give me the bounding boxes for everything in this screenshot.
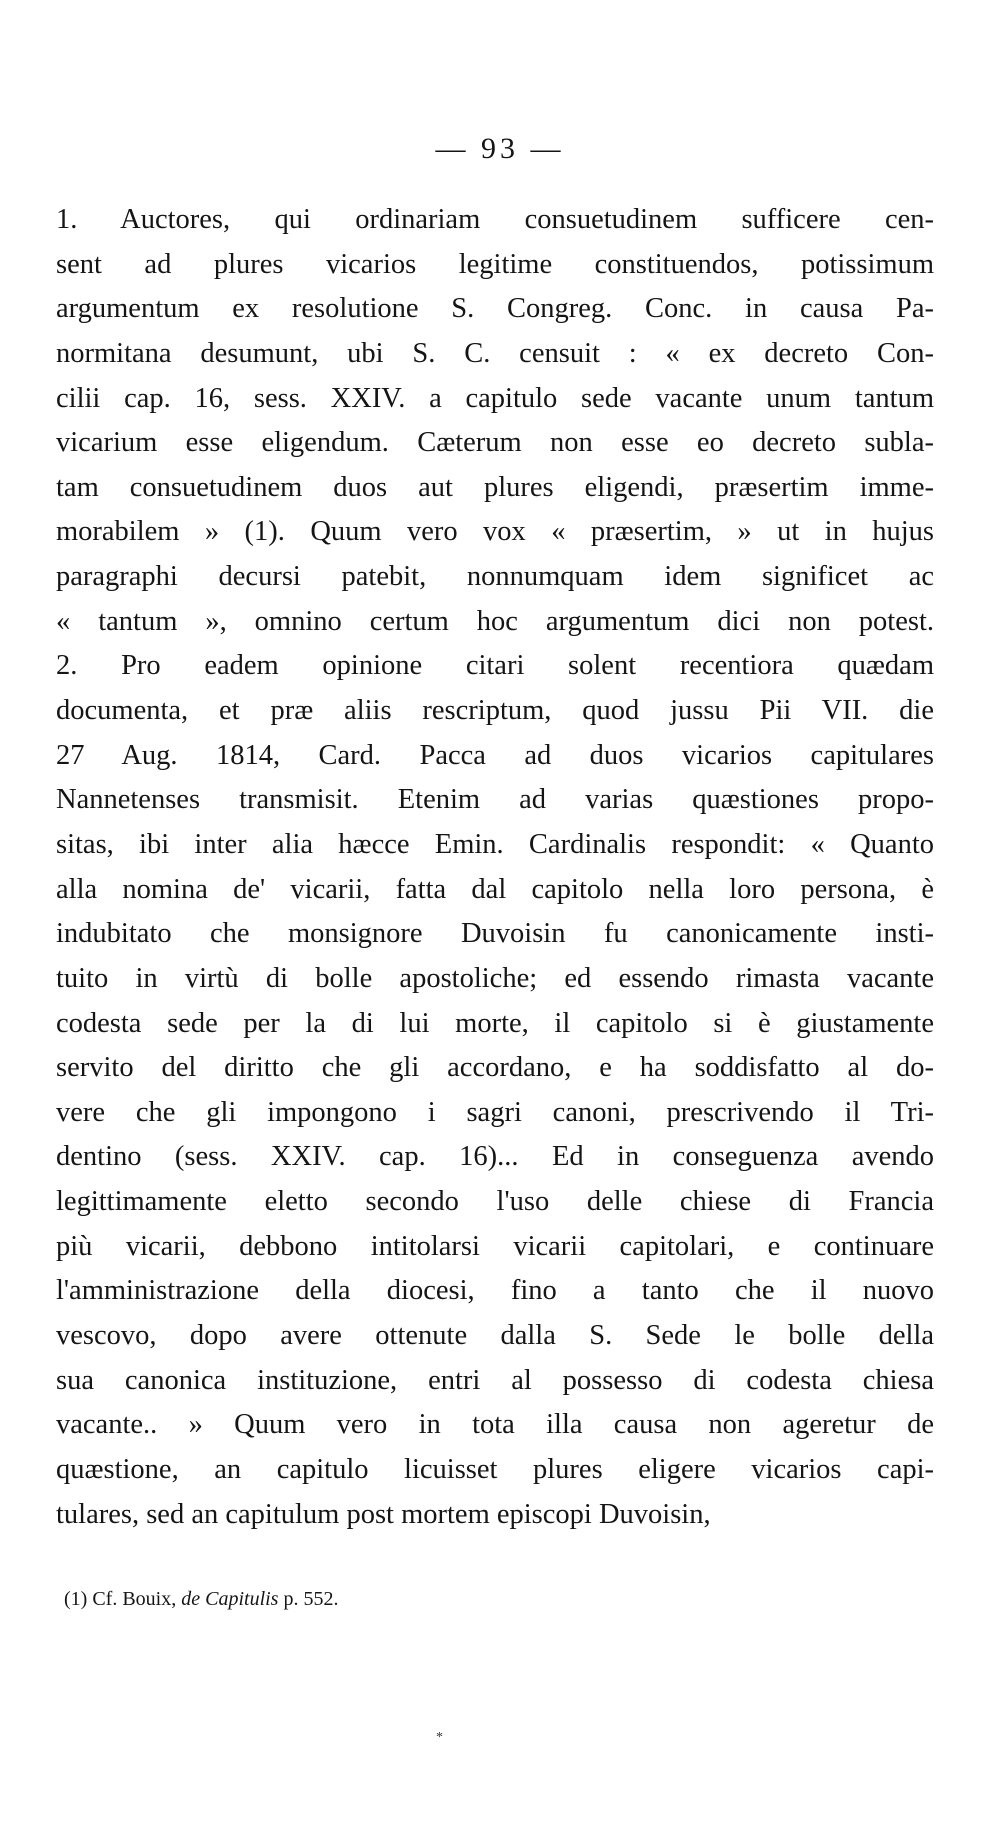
text-line: vere che gli impongono i sagri canoni, prescrivendo il Tri- [56, 1096, 934, 1128]
text-line: morabilem » (1). Quum vero vox « præsertim, » ut in hujus [56, 516, 934, 548]
text-line: cilii cap. 16, sess. XXIV. a capitulo sede vacante unum tantum [56, 382, 934, 414]
text-line: 27 Aug. 1814, Card. Pacca ad duos vicarios capitulares [56, 739, 934, 771]
footnote-page: p. 552. [283, 1588, 339, 1610]
text-line: l'amministrazione della diocesi, fino a tanto che il nuovo [56, 1275, 934, 1307]
text-line: sua canonica instituzione, entri al possesso di codesta chiesa [56, 1364, 934, 1396]
text-line: sitas, ibi inter alia hæcce Emin. Cardinalis respondit: « Quanto [56, 828, 934, 860]
text-line: 1. Auctores, qui ordinariam consuetudinem sufficere cen- [56, 204, 934, 235]
text-line: « tantum », omnino certum hoc argumentum dici non potest. [56, 605, 934, 637]
text-line: codesta sede per la di lui morte, il capitolo si è giustamente [56, 1007, 934, 1039]
text-line: servito del diritto che gli accordano, e ha soddisfatto al do- [56, 1052, 934, 1084]
footnote [64, 1588, 338, 1611]
text-line: 2. Pro eadem opinione citari solent recentiora quædam [56, 650, 934, 682]
text-line: vescovo, dopo avere ottenute dalla S. Sede le bolle della [56, 1320, 934, 1352]
text-line: vicarium esse eligendum. Cæterum non esse eo decreto subla- [56, 427, 934, 459]
text-line: dentino (sess. XXIV. cap. 16)... Ed in conseguenza avendo [56, 1141, 934, 1173]
printer-mark: * [436, 1730, 443, 1745]
text-line: tam consuetudinem duos aut plures eligendi, præsertim imme- [56, 471, 934, 503]
footnote-title: de Capitulis [181, 1588, 279, 1610]
body-text [56, 198, 934, 1537]
text-line: tulares, sed an capitulum post mortem episcopi Duvoisin, [56, 1498, 711, 1530]
footnote-marker: (1) [64, 1588, 88, 1610]
text-line: normitana desumunt, ubi S. C. censuit : « ex decreto Con- [56, 337, 934, 369]
page-number: — 93 — [435, 132, 565, 165]
text-line: documenta, et præ aliis rescriptum, quod jussu Pii VII. die [56, 695, 934, 727]
text-line: più vicarii, debbono intitolarsi vicarii capitolari, e continuare [56, 1230, 934, 1262]
text-line: sent ad plures vicarios legitime constituendos, potissimum [56, 248, 934, 280]
text-line: Nannetenses transmisit. Etenim ad varias quæstiones propo- [56, 784, 934, 816]
footnote-text: Cf. Bouix, [92, 1588, 177, 1610]
text-line: argumentum ex resolutione S. Congreg. Conc. in causa Pa- [56, 293, 934, 325]
text-line: vacante.. » Quum vero in tota illa causa non ageretur de [56, 1409, 934, 1441]
text-line: alla nomina de' vicarii, fatta dal capitolo nella loro persona, è [56, 873, 934, 905]
text-line: tuito in virtù di bolle apostoliche; ed essendo rimasta vacante [56, 962, 934, 994]
text-line: legittimamente eletto secondo l'uso delle chiese di Francia [56, 1186, 934, 1218]
text-line: paragraphi decursi patebit, nonnumquam idem significet ac [56, 561, 934, 593]
text-line: indubitato che monsignore Duvoisin fu canonicamente insti- [56, 918, 934, 950]
text-line: quæstione, an capitulo licuisset plures eligere vicarios capi- [56, 1453, 934, 1485]
